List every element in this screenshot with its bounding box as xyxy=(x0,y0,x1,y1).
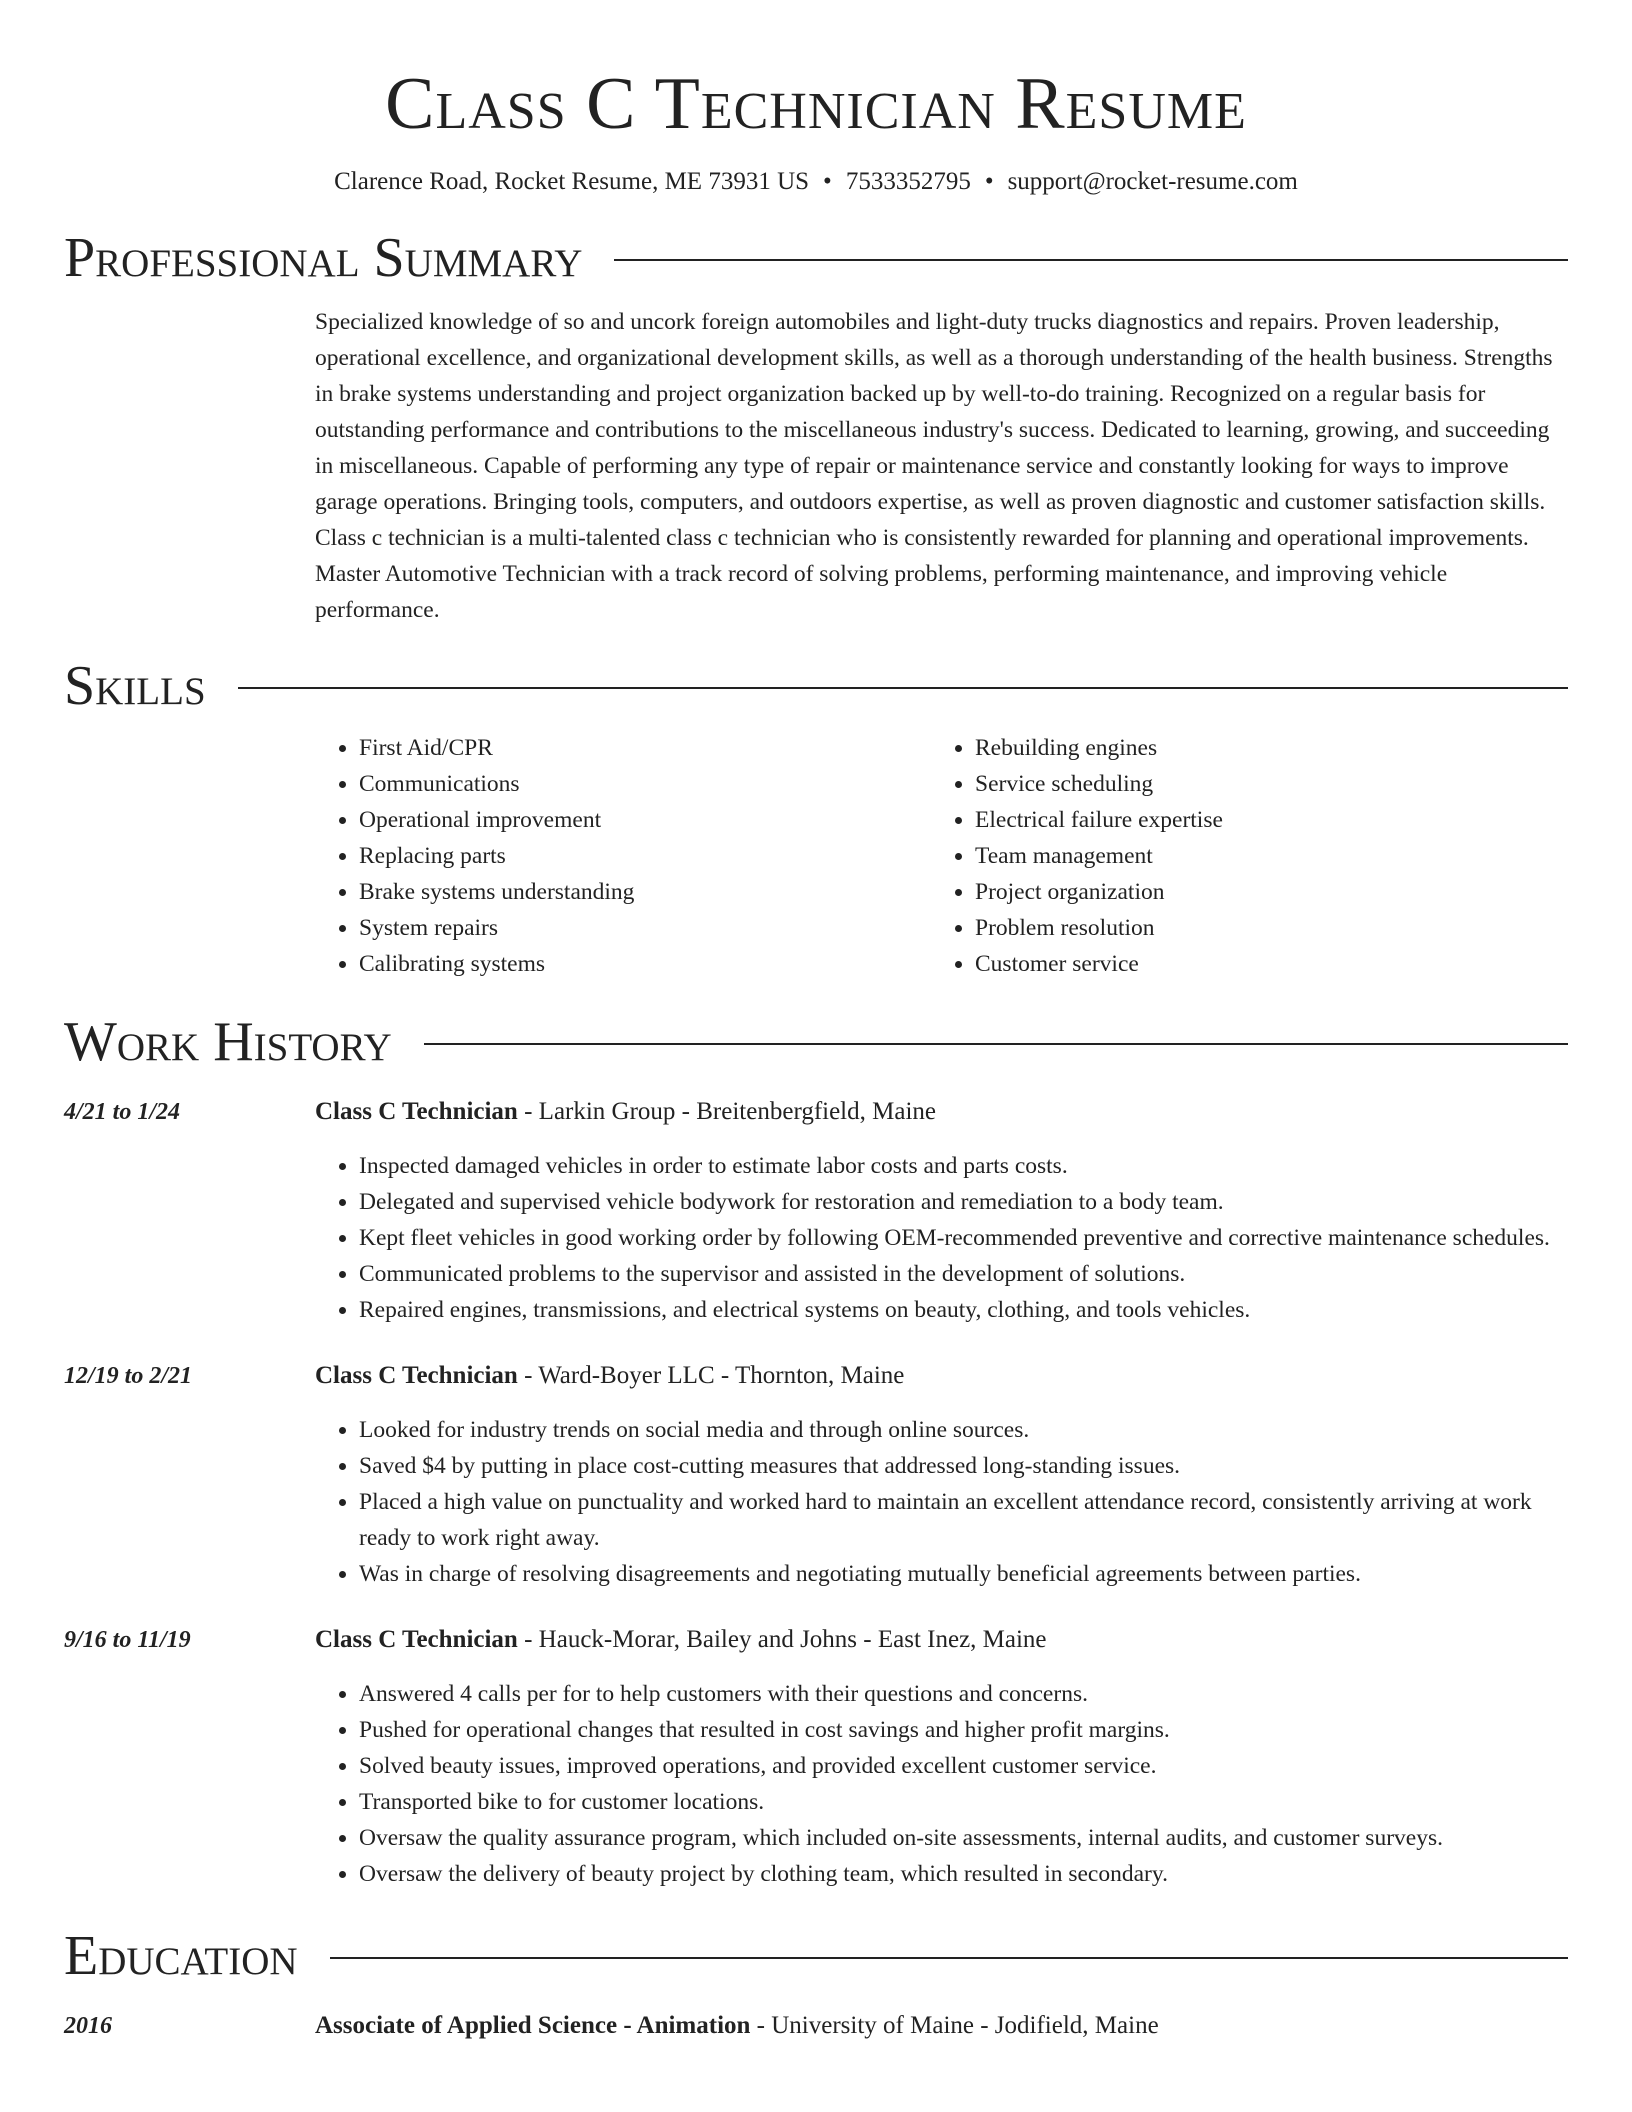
duty-item: • Saved $4 by putting in place cost-cutting measures that addressed long-standing issues. xyxy=(359,1448,1568,1484)
resume-title: Class C Technician Resume xyxy=(385,63,1247,145)
skill-item: • Problem resolution xyxy=(975,910,1547,946)
job-heading xyxy=(315,1094,1568,1130)
duty-item: • Inspected damaged vehicles in order to estimate labor costs and parts costs. xyxy=(359,1148,1568,1184)
duty-item: • Pushed for operational changes that resulted in cost savings and higher profit margins. xyxy=(359,1712,1568,1748)
skill-item: • First Aid/CPR xyxy=(359,730,931,766)
education-degree: Associate of Applied Science - Animation xyxy=(315,2012,751,2039)
job-entry xyxy=(64,1358,1568,1592)
job-title: Class C Technician xyxy=(315,1362,518,1389)
skills-columns xyxy=(315,730,1568,982)
skill-item: • Operational improvement xyxy=(359,802,931,838)
contact-address: Clarence Road, Rocket Resume, ME 73931 US xyxy=(334,168,810,195)
education-entry xyxy=(64,2008,1568,2044)
education-heading-text: Education xyxy=(64,1925,298,1987)
job-employer: - Ward-Boyer LLC - Thornton, Maine xyxy=(517,1362,905,1389)
duty-item: • Repaired engines, transmissions, and electrical systems on beauty, clothing, and tools vehicles. xyxy=(359,1292,1568,1328)
section-divider xyxy=(238,687,1568,689)
skill-item: • Service scheduling xyxy=(975,766,1547,802)
skill-item: • Rebuilding engines xyxy=(975,730,1547,766)
education-year: 2016 xyxy=(64,2013,112,2039)
duty-item: • Answered 4 calls per for to help customers with their questions and concerns. xyxy=(359,1676,1568,1712)
contact-separator: • xyxy=(823,168,832,195)
section-divider xyxy=(614,259,1568,261)
duty-item: • Transported bike to for customer locations. xyxy=(359,1784,1568,1820)
job-dates: 12/19 to 2/21 xyxy=(64,1363,193,1389)
job-entry xyxy=(64,1094,1568,1328)
job-duties xyxy=(315,1676,1568,1892)
skill-item: • Calibrating systems xyxy=(359,946,931,982)
job-dates: 4/21 to 1/24 xyxy=(64,1099,181,1125)
contact-phone: 7533352795 xyxy=(845,168,971,195)
job-dates: 9/16 to 11/19 xyxy=(64,1627,191,1653)
job-employer: - Hauck-Morar, Bailey and Johns - East Inez, Maine xyxy=(517,1626,1047,1653)
summary-heading-text: Professional Summary xyxy=(64,227,583,289)
skill-item: • Team management xyxy=(975,838,1547,874)
skill-item: • Customer service xyxy=(975,946,1547,982)
duty-item: • Oversaw the quality assurance program, which included on-site assessments, internal audits, and customer surveys. xyxy=(359,1820,1568,1856)
skill-item: • Replacing parts xyxy=(359,838,931,874)
section-divider xyxy=(330,1957,1568,1959)
skill-item: • System repairs xyxy=(359,910,931,946)
skills-section-heading xyxy=(64,656,1568,716)
education-section-heading xyxy=(64,1926,1568,1986)
duty-item: • Delegated and supervised vehicle bodywork for restoration and remediation to a body team. xyxy=(359,1184,1568,1220)
skill-item: • Communications xyxy=(359,766,931,802)
contact-separator: • xyxy=(984,168,994,195)
job-title: Class C Technician xyxy=(315,1098,518,1125)
skills-list-right xyxy=(931,730,1547,982)
job-details xyxy=(315,1622,1568,1892)
duty-item: • Looked for industry trends on social media and through online sources. xyxy=(359,1412,1568,1448)
duty-item: • Was in charge of resolving disagreements and negotiating mutually beneficial agreements between parties. xyxy=(359,1556,1568,1592)
skill-item: • Brake systems understanding xyxy=(359,874,931,910)
summary-paragraph: Specialized knowledge of so and uncork foreign automobiles and light-duty trucks diagnostics and repairs. Proven leadership, operational excellence, and organizational development skills, as well as a thorough understanding of the health business. Strengths in brake systems understanding and project organization backed up by well-to-do training. Recognized on a regular basis for outstanding performance and contributions to the miscellaneous industry's success. Dedicated to learning, growing, and succeeding in miscellaneous. Capable of performing any type of repair or maintenance service and constantly looking for ways to improve garage operations. Bringing tools, computers, and outdoors expertise, as well as proven diagnostic and customer satisfaction skills. Class c technician is a multi-talented class c technician who is consistently rewarded for planning and operational improvements. Master Automotive Technician with a track record of solving problems, performing maintenance, and improving vehicle performance. xyxy=(315,309,1553,623)
job-employer: - Larkin Group - Breitenbergfield, Maine xyxy=(517,1098,936,1125)
job-heading xyxy=(315,1358,1568,1394)
job-details xyxy=(315,1094,1568,1328)
education-school: - University of Maine - Jodifield, Maine xyxy=(750,2012,1159,2039)
work-section-heading xyxy=(64,1012,1568,1072)
summary-section-heading xyxy=(64,228,1568,288)
skill-item: • Project organization xyxy=(975,874,1547,910)
skill-item: • Electrical failure expertise xyxy=(975,802,1547,838)
work-heading-text: Work History xyxy=(64,1011,392,1073)
resume-page xyxy=(64,0,1568,2044)
duty-item: • Solved beauty issues, improved operations, and provided excellent customer service. xyxy=(359,1748,1568,1784)
job-duties xyxy=(315,1148,1568,1328)
job-title: Class C Technician xyxy=(315,1626,518,1653)
duty-item: • Placed a high value on punctuality and worked hard to maintain an excellent attendance record, consistently arriving at work ready to work right away. xyxy=(359,1484,1568,1556)
contact-email[interactable]: support@rocket-resume.com xyxy=(1007,168,1298,195)
contact-line xyxy=(64,166,1568,198)
skills-list-left xyxy=(315,730,931,982)
job-heading xyxy=(315,1622,1568,1658)
duty-item: • Oversaw the delivery of beauty project by clothing team, which resulted in secondary. xyxy=(359,1856,1568,1892)
section-divider xyxy=(424,1043,1568,1045)
job-details xyxy=(315,1358,1568,1592)
job-duties xyxy=(315,1412,1568,1592)
education-heading xyxy=(315,2008,1159,2044)
duty-item: • Communicated problems to the supervisor and assisted in the development of solutions. xyxy=(359,1256,1568,1292)
duty-item: • Kept fleet vehicles in good working order by following OEM-recommended preventive and corrective maintenance schedules. xyxy=(359,1220,1568,1256)
job-entry xyxy=(64,1622,1568,1892)
skills-heading-text: Skills xyxy=(64,655,206,717)
